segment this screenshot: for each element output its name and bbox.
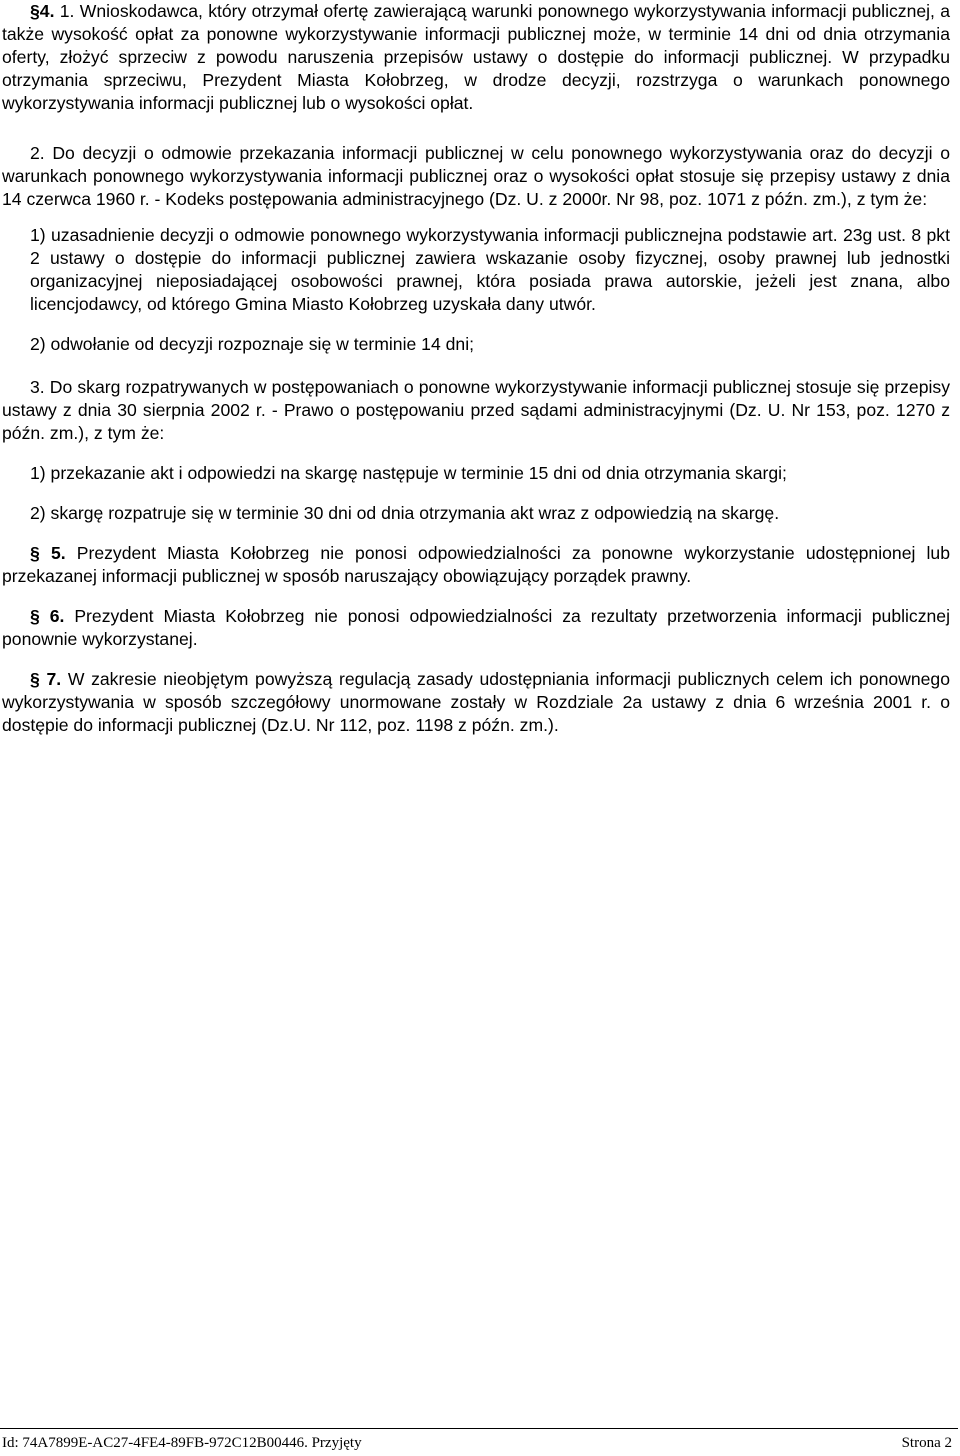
section-7-text: W zakresie nieobjętym powyższą regulacją zasady udostępniania informacji publicznych celem ich ponownego wykorzystywania w sposób szczegółowy unormowane zostały w Rozdziale 2a ustawy z dnia 6 września 2001 r. o dostępie do informacji publicznej (Dz.U. Nr 112, poz. 1198 z późn. zm.). [2, 669, 950, 735]
section-4-paragraph-2: 2. Do decyzji o odmowie przekazania informacji publicznej w celu ponownego wykorzystywania oraz do decyzji o warunkach ponownego wykorzystywania informacji publicznej oraz o wysokości opłat stosuje się przepisy ustawy z dnia 14 czerwca 1960 r. - Kodeks postępowania administracyjnego (Dz. U. z 2000r. Nr 98, poz. 1071 z późn. zm.), z tym że: [2, 143, 950, 209]
document-body [2, 0, 950, 737]
page-number: Strona 2 [901, 1435, 952, 1451]
section-5-paragraph [2, 542, 950, 588]
paragraph-3-item-2: 2) skargę rozpatruje się w terminie 30 dni od dnia otrzymania akt wraz z odpowiedzią na skargę. [30, 503, 780, 523]
section-6-paragraph [2, 605, 950, 651]
paragraph-1-text: Wnioskodawca, który otrzymał ofertę zawierającą warunki ponownego wykorzystywania informacji publicznej, a także wysokość opłat za ponowne wykorzystywanie informacji publicznej może, w terminie 14 dni od dnia otrzymania oferty, złożyć sprzeciw z powodu naruszenia przepisów ustawy o dostępie do informacji publicznej. W przypadku otrzymania sprzeciwu, Prezydent Miasta Kołobrzeg, w drodze decyzji, rozstrzyga o warunkach ponownego wykorzystywania informacji publicznej lub o wysokości opłat. [2, 1, 950, 113]
section-4-paragraph-3: 3. Do skarg rozpatrywanych w postępowaniach o ponowne wykorzystywanie informacji publicznej stosuje się przepisy ustawy z dnia 30 sierpnia 2002 r. - Prawo o postępowaniu przed sądami administracyjnymi (Dz. U. Nr 153, poz. 1270 z późn. zm.), z tym że: [2, 377, 950, 443]
section-sign: § [30, 1, 40, 21]
paragraph-3-item-1: 1) przekazanie akt i odpowiedzi na skargę następuje w terminie 15 dni od dnia otrzymania skargi; [30, 463, 787, 483]
section-5-text: Prezydent Miasta Kołobrzeg nie ponosi odpowiedzialności za ponowne wykorzystanie udostępnionej lub przekazanej informacji publicznej w sposób naruszający obowiązujący porządek prawny. [2, 543, 951, 586]
section-sign: § [30, 669, 40, 689]
section-6-text: Prezydent Miasta Kołobrzeg nie ponosi odpowiedzialności za rezultaty przetworzenia informacji publicznej ponownie wykorzystanej. [2, 606, 951, 649]
section-7-paragraph [2, 668, 950, 737]
paragraph-2-item-1: 1) uzasadnienie decyzji o odmowie ponownego wykorzystywania informacji publicznejna podstawie art. 23g ust. 8 pkt 2 ustawy o dostępie do informacji publicznej zawiera wskazanie osoby fizycznej, osoby prawnej lub jednostki organizacyjnej nieposiadającej osobowości prawnej, która posiada prawa autorskie, jeżeli jest znana, albo licencjodawcy, od którego Gmina Miasto Kołobrzeg uzyskała dany utwór. [30, 225, 950, 314]
section-5-number: 5. [50, 543, 66, 563]
document-id: Id: 74A7899E-AC27-4FE4-89FB-972C12B00446. Przyjęty [2, 1435, 362, 1451]
section-sign: § [30, 606, 40, 626]
footer-divider [0, 1428, 958, 1429]
paragraph-2-item-2: 2) odwołanie od decyzji rozpoznaje się w terminie 14 dni; [30, 334, 474, 354]
section-4-paragraph-1 [2, 0, 950, 115]
paragraph-1-number: 1. [59, 1, 75, 21]
section-sign: § [30, 543, 40, 563]
section-4-number: 4. [39, 1, 55, 21]
section-6-number: 6. [49, 606, 65, 626]
section-7-number: 7. [46, 669, 62, 689]
